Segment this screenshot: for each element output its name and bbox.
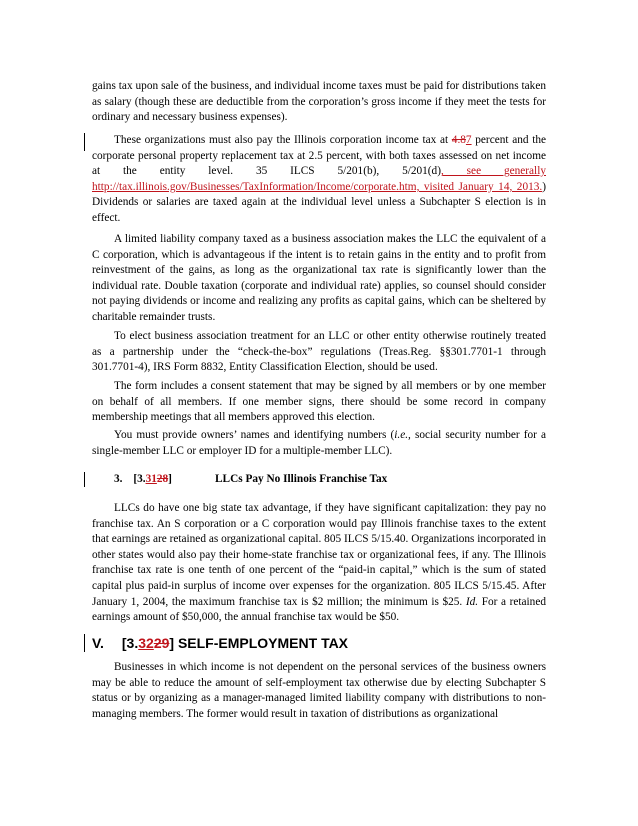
text-run: You must provide owners’ names and identifying numbers ( [114,429,395,441]
section-number: V. [92,635,104,651]
deleted-text: 4.8 [451,134,466,146]
ref-open: [3. [133,473,146,485]
subsection-number: 3. [114,473,123,485]
deleted-text: 29 [153,635,170,651]
text-run: LLCs do have one big state tax advantage, if they have significant capitalization: they pay no franchise tax. An S corporation or a C corporation would pay Illinois franchise taxes to the extent that earnings are retained as organizational capital. 805 ILCS 5/15.40. Organizations incorporated in other states would also pay their home-state franchise tax or organizational fees, if any. The Illinois franchise tax rate is one tenth of one percent of the “paid-in capital,” which is the sum of stated capital plus paid-in surplus of income over expenses for the organization. 805 ILCS 5/15.45. After January 1, 2004, the maximum franchise tax is $2 million; the minimum is $25. [92,502,546,608]
text-run: ) Dividends or salaries are taxed again at the individual level unless a Subchapter S election is in effect. [92,180,546,224]
inserted-text: 31 [145,473,157,485]
paragraph-llc-business-association: A limited liability company taxed as a business association makes the LLC the equivalent of a C corporation, which is advantageous if the intent is to retain gains in the entity and to profit from reinvestment of the gains, as long as the organizational tax rate is significantly lower than the individual rate. Double taxation (corporate and individual rate) applies, so counsel should consider not paying dividends or income and realizing any profits as capital gains, which can be sheltered by charitable remainder trusts. [92,233,546,323]
text-run: For a retained earnings amount of $50,000, the annual franchise tax would be $50. [92,595,546,624]
paragraph-franchise-tax [92,501,546,626]
inserted-text: 32 [138,635,154,651]
italic-text: i.e., [394,429,411,441]
paragraph-gains-tax: gains tax upon sale of the business, and individual income taxes must be paid for distributions taken as salary (though these are deductible from the corporation’s gross income if they meet the tests for ordinary and necessary business expenses). [92,80,546,124]
change-bar [84,472,85,487]
deleted-text: 28 [156,473,169,485]
paragraph-consent-statement: The form includes a consent statement that may be signed by all members or by one member on behalf of all members. If one member signs, there should be some record in company membership meetings that all members approved this election. [92,380,546,424]
text-run: percent and the corporate personal property replacement tax at 2.5 percent, with both taxes assessed on net income at the entity level. 35 ILCS 5/201(b), 5/201(d) [92,134,547,178]
ref-close: ] [169,635,175,651]
change-bar [84,634,85,652]
text-run: These organizations must also pay the Illinois corporation income tax at [114,134,452,146]
italic-text: Id. [465,595,479,608]
inserted-citation-link[interactable]: , see generally http://tax.illinois.gov/Businesses/TaxInformation/Income/corporate.htm, visited January 14, 2013. [92,165,546,193]
change-bar [84,133,85,151]
paragraph-corporation-income-tax [92,133,546,227]
section-heading [92,634,348,652]
section-reference [133,473,172,485]
inserted-text: 7 [465,134,472,146]
section-title: SELF-EMPLOYMENT TAX [174,635,349,651]
ref-close: ] [168,473,172,485]
subsection-heading [114,472,388,487]
text-run: social security number for a single-member LLC or employer ID for a multiple-member LLC). [92,429,546,457]
ref-open: [3. [121,635,139,651]
subsection-title: LLCs Pay No Illinois Franchise Tax [215,473,388,485]
section-reference [122,635,174,651]
paragraph-check-the-box: To elect business association treatment for an LLC or other entity otherwise routinely treated as a partnership under the “check-the-box” regulations (Treas.Reg. §§301.7701-1 through 301.7701-4), IRS Form 8832, Entity Classification Election, should be used. [92,330,546,374]
paragraph-self-employment: Businesses in which income is not dependent on the personal services of the business owners may be able to reduce the amount of self-employment tax otherwise due by electing Subchapter S status or by organizing as a manager-managed limited liability company with distributions to non-managing members. The former would result in taxation of distributions as organizational [92,661,546,720]
paragraph-owner-identification [92,428,546,459]
